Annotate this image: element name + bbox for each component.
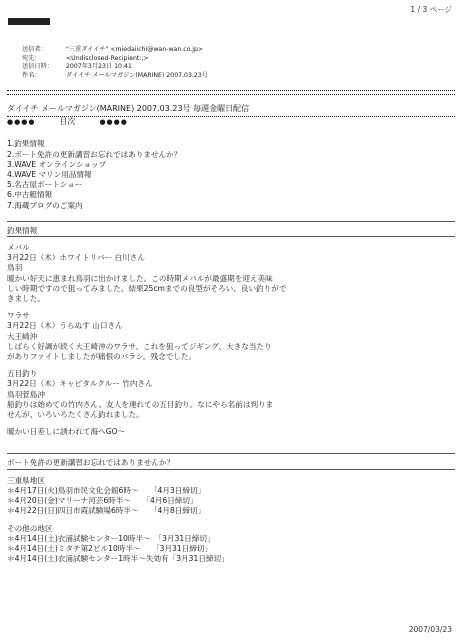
report-line: 船釣りは始めての竹内さん。友人を連れての五目釣り。なにやら名前は判りま [7, 399, 274, 409]
toc-item: 4.WAVE マリン用品情報 [7, 170, 92, 180]
header-row [22, 46, 208, 55]
fishing-report [7, 243, 455, 304]
schedule-item: ＊4月14日(土)衣浦試験センター1時半～失効有「3月31日締切」 [7, 554, 229, 564]
report-line: しい時期ですので狙ってみました。結果25cmまでの良型がそろい、良い釣りがで [7, 283, 287, 293]
report-line: がありファイトしましたが痛恨のバラシ。残念でした。 [7, 352, 197, 362]
header-value: "三重ダイイチ" <miedaiichi@wan-wan.co.jp> [66, 46, 204, 53]
header-label: 送信者： [22, 46, 47, 53]
section-divider [7, 221, 455, 222]
fishing-report [7, 369, 455, 420]
section-divider [7, 469, 455, 470]
fish-name: メバル [7, 243, 30, 253]
fishing-closing: 暖かい日差しに誘われて海へGO～ [7, 427, 126, 437]
report-line: しばらく好調が続く大王崎沖のワラサ。これを狙ってジギング、大きな当たり [7, 341, 272, 351]
schedule-item: ＊4月22日(日)四日市霞試験場6時半～ 「4月8日締切」 [7, 506, 206, 516]
report-place: 鳥羽 [7, 263, 23, 273]
report-date: 3月22日（木）キャピタルクルー 竹内さん [7, 379, 153, 389]
toc-item: 1.釣果情報 [7, 139, 45, 149]
fishing-report [7, 311, 455, 362]
fish-name: ワラサ [7, 311, 30, 321]
report-place: 鳥羽菅島沖 [7, 389, 45, 399]
section-divider [7, 453, 455, 454]
magazine-title: ダイイチ メールマガジン(MARINE) 2007.03.23号 毎週金曜日配信 [7, 104, 250, 113]
header-label: 宛先： [22, 54, 41, 62]
mail-header [22, 46, 208, 80]
toc-heading [7, 117, 455, 127]
asterisk-rule-top [7, 90, 455, 95]
mail-body [7, 104, 455, 564]
region-heading: 三重県地区 [7, 475, 45, 485]
header-value: <Undisclosed-Recipient:;> [66, 54, 149, 62]
region-heading: その他の地区 [7, 523, 53, 533]
header-value: 2007年3月23日 10:41 [66, 63, 132, 70]
page-indicator: 1 / 3 ページ [410, 5, 452, 14]
header-label: 件名： [22, 71, 41, 79]
toc-item: 6.中古艇情報 [7, 190, 53, 200]
toc-item: 3.WAVE オンラインショップ [7, 159, 107, 169]
header-row [22, 72, 208, 81]
report-line: きました。 [7, 294, 45, 304]
redacted-sender-name [8, 18, 50, 25]
report-date: 3月22日（木）ホワイトリバー 白川さん [7, 253, 145, 263]
section-divider [7, 236, 455, 237]
bullet-dots: ●●●● [7, 118, 36, 127]
toc-item: 5.名古屋ボートショー [7, 180, 83, 190]
toc-label: 目次 [59, 117, 76, 127]
schedule-item: ＊4月20日(金)マリーナ河芸6時半～ 「4月6日締切」 [7, 496, 198, 506]
schedule-item: ＊4月17日(火)鳥羽市民文化会館6時～ 「4月3日締切」 [7, 485, 206, 495]
schedule-item: ＊4月14日(土)衣浦試験センター10時半～ 「3月31日締切」 [7, 533, 215, 543]
bullet-dots: ●●●● [99, 118, 128, 127]
report-date: 3月22日（木）うらぬす 山口さん [7, 321, 123, 331]
header-row [22, 55, 208, 64]
section-title-license: ボート免許の更新講習お忘れではありませんか？ [7, 458, 175, 468]
report-place: 大王崎沖 [7, 331, 38, 341]
header-label: 送信日時： [22, 63, 53, 70]
schedule-item: ＊4月14日(土)ミタチ第2ビル10時半～ 「3月31日締切」 [7, 543, 213, 553]
footer-date: 2007/03/23 [408, 625, 452, 634]
header-row [22, 63, 208, 72]
fish-name: 五目釣り [7, 369, 38, 379]
toc-list [7, 139, 455, 210]
section-title-fishing: 釣果情報 [7, 225, 38, 235]
toc-item: 2.ボート免許の更新講習お忘れではありませんか？ [7, 149, 182, 159]
header-value: ダイイチ メールマガジン(MARINE) 2007.03.23号 [66, 71, 208, 79]
toc-item: 7.海蔵ブログのご案内 [7, 200, 83, 210]
report-line: せんが、いろいろたくさん釣れました。 [7, 410, 144, 420]
report-line: 暖かい好天に恵まれ鳥羽に出かけました。この時期メバルが最盛期を迎え美味 [7, 273, 273, 283]
